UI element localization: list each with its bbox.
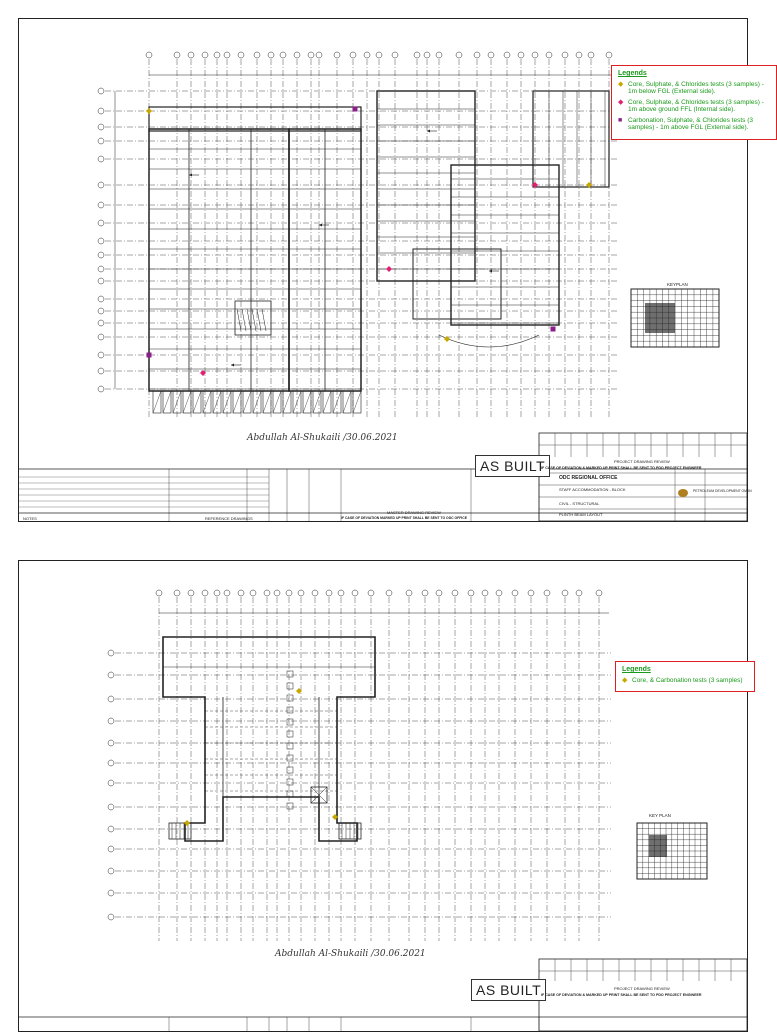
grid-bubble-top (250, 590, 256, 596)
grid-bubble-top (264, 590, 270, 596)
grid-bubble-top (376, 52, 382, 58)
column (287, 779, 293, 785)
grid-bubble-top (174, 52, 180, 58)
building-block-top-right (533, 91, 609, 187)
test-location-diamond-marker (146, 108, 152, 114)
grid-bubble-top (482, 590, 488, 596)
column (287, 707, 293, 713)
footing-hatch (343, 391, 351, 413)
grid-bubble-top (224, 52, 230, 58)
legend-item-label: Carbonation, Sulphate, & Chlorides tests (3 samples) - 1m above FGL (External side). (628, 116, 754, 131)
grid-bubble-left (108, 890, 114, 896)
grid-bubble-top (188, 52, 194, 58)
grid-bubble-top (452, 590, 458, 596)
arrow-head (231, 364, 234, 367)
grid-bubble-top (286, 590, 292, 596)
grid-bubble-top (280, 52, 286, 58)
footing-hatch (353, 391, 361, 413)
grid-bubble-top (576, 52, 582, 58)
grid-bubble-top (518, 52, 524, 58)
grid-bubble-top (352, 590, 358, 596)
office-name: ODC REGIONAL OFFICE (559, 475, 618, 481)
grid-bubble-left (108, 914, 114, 920)
column (287, 731, 293, 737)
project-review-label: PROJECT DRAWING REVIEW (614, 459, 670, 464)
grid-bubble-top (406, 590, 412, 596)
stair-tread (247, 309, 251, 331)
footing-hatch (183, 391, 191, 413)
column (287, 767, 293, 773)
grid-bubble-top (392, 52, 398, 58)
keyplan-highlight (649, 835, 667, 857)
test-location-diamond-marker (386, 266, 392, 272)
company-logo-icon (678, 489, 688, 497)
grid-bubble-top (436, 590, 442, 596)
grid-bubble-top (588, 52, 594, 58)
reference-label: REFERENCE DRAWINGS (205, 516, 253, 521)
column (287, 719, 293, 725)
notes-label: NOTES (23, 516, 37, 521)
grid-bubble-left (98, 308, 104, 314)
grid-bubble-top (316, 52, 322, 58)
grid-bubble-top (174, 590, 180, 596)
grid-bubble-left (108, 740, 114, 746)
grid-bubble-left (98, 182, 104, 188)
footing-hatch (323, 391, 331, 413)
grid-bubble-top (188, 590, 194, 596)
grid-bubble-top (334, 52, 340, 58)
grid-bubble-top (350, 52, 356, 58)
legend-item (618, 99, 770, 114)
keyplan-label: KEYPLAN (667, 282, 688, 287)
stair-tread (242, 309, 246, 331)
stair-tread (252, 309, 256, 331)
grid-bubble-top (546, 52, 552, 58)
as-built-stamp: AS BUILT (471, 979, 546, 1001)
grid-bubble-left (98, 138, 104, 144)
grid-bubble-top (268, 52, 274, 58)
pink-diamond-icon: ◆ (618, 98, 624, 106)
grid-bubble-top (474, 52, 480, 58)
legend-item-label: Core, Sulphate, & Chlorides tests (3 samples) - 1m below FGL (External side). (628, 80, 764, 95)
grid-bubble-top (274, 590, 280, 596)
grid-bubble-top (146, 52, 152, 58)
legend-box-2 (615, 661, 755, 692)
column (287, 671, 293, 677)
footing-hatch (233, 391, 241, 413)
footing-hatch (203, 391, 211, 413)
footing-hatch (153, 391, 161, 413)
grid-bubble-top (606, 52, 612, 58)
grid-bubble-left (108, 780, 114, 786)
grid-bubble-left (98, 88, 104, 94)
purple-square-icon: ■ (618, 116, 623, 124)
master-review-label: MASTER DRAWING REVIEW (387, 510, 441, 515)
grid-bubble-left (108, 760, 114, 766)
floor-plan-2 (19, 561, 747, 1031)
grid-bubble-top (456, 52, 462, 58)
grid-bubble-top (504, 52, 510, 58)
grid-bubble-top (596, 590, 602, 596)
grid-bubble-top (364, 52, 370, 58)
legend-item (618, 117, 770, 132)
legend-item (622, 677, 748, 685)
legend-box-1 (611, 65, 777, 140)
grid-bubble-top (528, 590, 534, 596)
test-location-square-marker (551, 327, 556, 332)
grid-bubble-top (576, 590, 582, 596)
as-built-stamp: AS BUILT (475, 455, 550, 477)
top-corridor-block (149, 107, 361, 131)
arrow-head (319, 224, 322, 227)
legend-title: Legends (618, 70, 647, 77)
column (287, 695, 293, 701)
grid-bubble-left (108, 868, 114, 874)
grid-bubble-left (98, 252, 104, 258)
grid-bubble-top (496, 590, 502, 596)
grid-bubble-top (436, 52, 442, 58)
grid-bubble-left (98, 266, 104, 272)
grid-bubble-top (488, 52, 494, 58)
stair-tread (237, 309, 241, 331)
grid-bubble-top (202, 52, 208, 58)
grid-bubble-top (238, 590, 244, 596)
grid-bubble-left (98, 352, 104, 358)
grid-bubble-top (422, 590, 428, 596)
legend-item-label: Core, Sulphate, & Chlorides tests (3 samples) - 1m above ground FFL (Internal side). (628, 98, 764, 113)
grid-bubble-left (108, 846, 114, 852)
footing-hatch (263, 391, 271, 413)
grid-bubble-top (386, 590, 392, 596)
footing-hatch (283, 391, 291, 413)
grid-bubble-top (294, 52, 300, 58)
building-outline (163, 637, 375, 841)
drawing-sheet-2 (18, 560, 748, 1032)
grid-bubble-top (368, 590, 374, 596)
grid-bubble-top (224, 590, 230, 596)
grid-bubble-left (108, 718, 114, 724)
building-name: STAFF ACCOMMODATION - BLOCK (559, 487, 626, 492)
legend-item-label: Core, & Carbonation tests (3 samples) (632, 676, 743, 684)
discipline-name: CIVIL - STRUCTURAL (559, 501, 600, 506)
grid-bubble-left (98, 202, 104, 208)
signature: Abdullah Al-Shukaili /30.06.2021 (247, 433, 398, 443)
grid-bubble-top (562, 590, 568, 596)
keyplan-highlight (645, 303, 675, 333)
grid-bubble-top (312, 590, 318, 596)
grid-bubble-top (214, 590, 220, 596)
column (287, 683, 293, 689)
footing-hatch (273, 391, 281, 413)
grid-bubble-left (98, 108, 104, 114)
grid-bubble-left (98, 334, 104, 340)
grid-bubble-left (98, 278, 104, 284)
grid-bubble-left (108, 672, 114, 678)
grid-bubble-left (108, 826, 114, 832)
grid-bubble-left (108, 696, 114, 702)
test-location-square-marker (353, 107, 358, 112)
building-block-right (377, 91, 475, 281)
review-note: IF CASE OF DEVIATION & MARKED UP PRINT SHALL BE SENT TO PDO PROJECT ENGINEER (541, 466, 702, 470)
stair-tread (257, 309, 261, 331)
stair-tread (262, 309, 266, 331)
test-location-square-marker (147, 353, 152, 358)
grid-bubble-top (424, 52, 430, 58)
drawing-sheet-1 (18, 18, 764, 522)
column (287, 743, 293, 749)
grid-bubble-top (254, 52, 260, 58)
arrow-head (189, 174, 192, 177)
footing-hatch (303, 391, 311, 413)
signature: Abdullah Al-Shukaili /30.06.2021 (275, 949, 426, 959)
grid-bubble-top (414, 52, 420, 58)
grid-bubble-top (468, 590, 474, 596)
grid-bubble-top (326, 590, 332, 596)
grid-bubble-top (202, 590, 208, 596)
keyplan-label: KEY PLAN (649, 813, 671, 818)
grid-bubble-left (98, 238, 104, 244)
grid-bubble-left (98, 156, 104, 162)
building-wing-left (149, 129, 289, 391)
arrow-head (427, 130, 430, 133)
courtyard-block (413, 249, 501, 319)
master-review-note: IF CASE OF DEVIATION MARKED UP PRINT SHALL BE SENT TO ODC OFFICE (341, 516, 467, 520)
grid-bubble-left (98, 296, 104, 302)
arrow-head (489, 270, 492, 273)
footing-hatch (163, 391, 171, 413)
grid-bubble-left (108, 650, 114, 656)
review-note: IF CASE OF DEVIATION & MARKED UP PRINT SHALL BE SENT TO PDO PROJECT ENGINEER (541, 993, 702, 997)
footing-hatch (243, 391, 251, 413)
grid-bubble-top (512, 590, 518, 596)
drawing-name: PLINTH BEAM LAYOUT (559, 512, 603, 517)
grid-bubble-left (108, 804, 114, 810)
grid-bubble-top (338, 590, 344, 596)
column (287, 803, 293, 809)
grid-bubble-top (238, 52, 244, 58)
grid-bubble-left (98, 124, 104, 130)
grid-bubble-top (156, 590, 162, 596)
yellow-diamond-icon: ◆ (622, 676, 628, 684)
grid-bubble-left (98, 220, 104, 226)
grid-bubble-top (214, 52, 220, 58)
legend-item (618, 81, 770, 96)
footing-hatch (193, 391, 201, 413)
grid-bubble-left (98, 368, 104, 374)
grid-bubble-left (98, 386, 104, 392)
project-review-label: PROJECT DRAWING REVIEW (614, 986, 670, 991)
footing-hatch (313, 391, 321, 413)
company-name: PETROLEUM DEVELOPMENT OMAN (693, 489, 752, 493)
grid-bubble-top (308, 52, 314, 58)
grid-bubble-left (98, 320, 104, 326)
column (287, 791, 293, 797)
grid-bubble-top (562, 52, 568, 58)
yellow-diamond-icon: ◆ (618, 80, 624, 88)
grid-bubble-top (532, 52, 538, 58)
grid-bubble-top (298, 590, 304, 596)
grid-bubble-top (544, 590, 550, 596)
legend-title: Legends (622, 666, 651, 673)
column (287, 755, 293, 761)
